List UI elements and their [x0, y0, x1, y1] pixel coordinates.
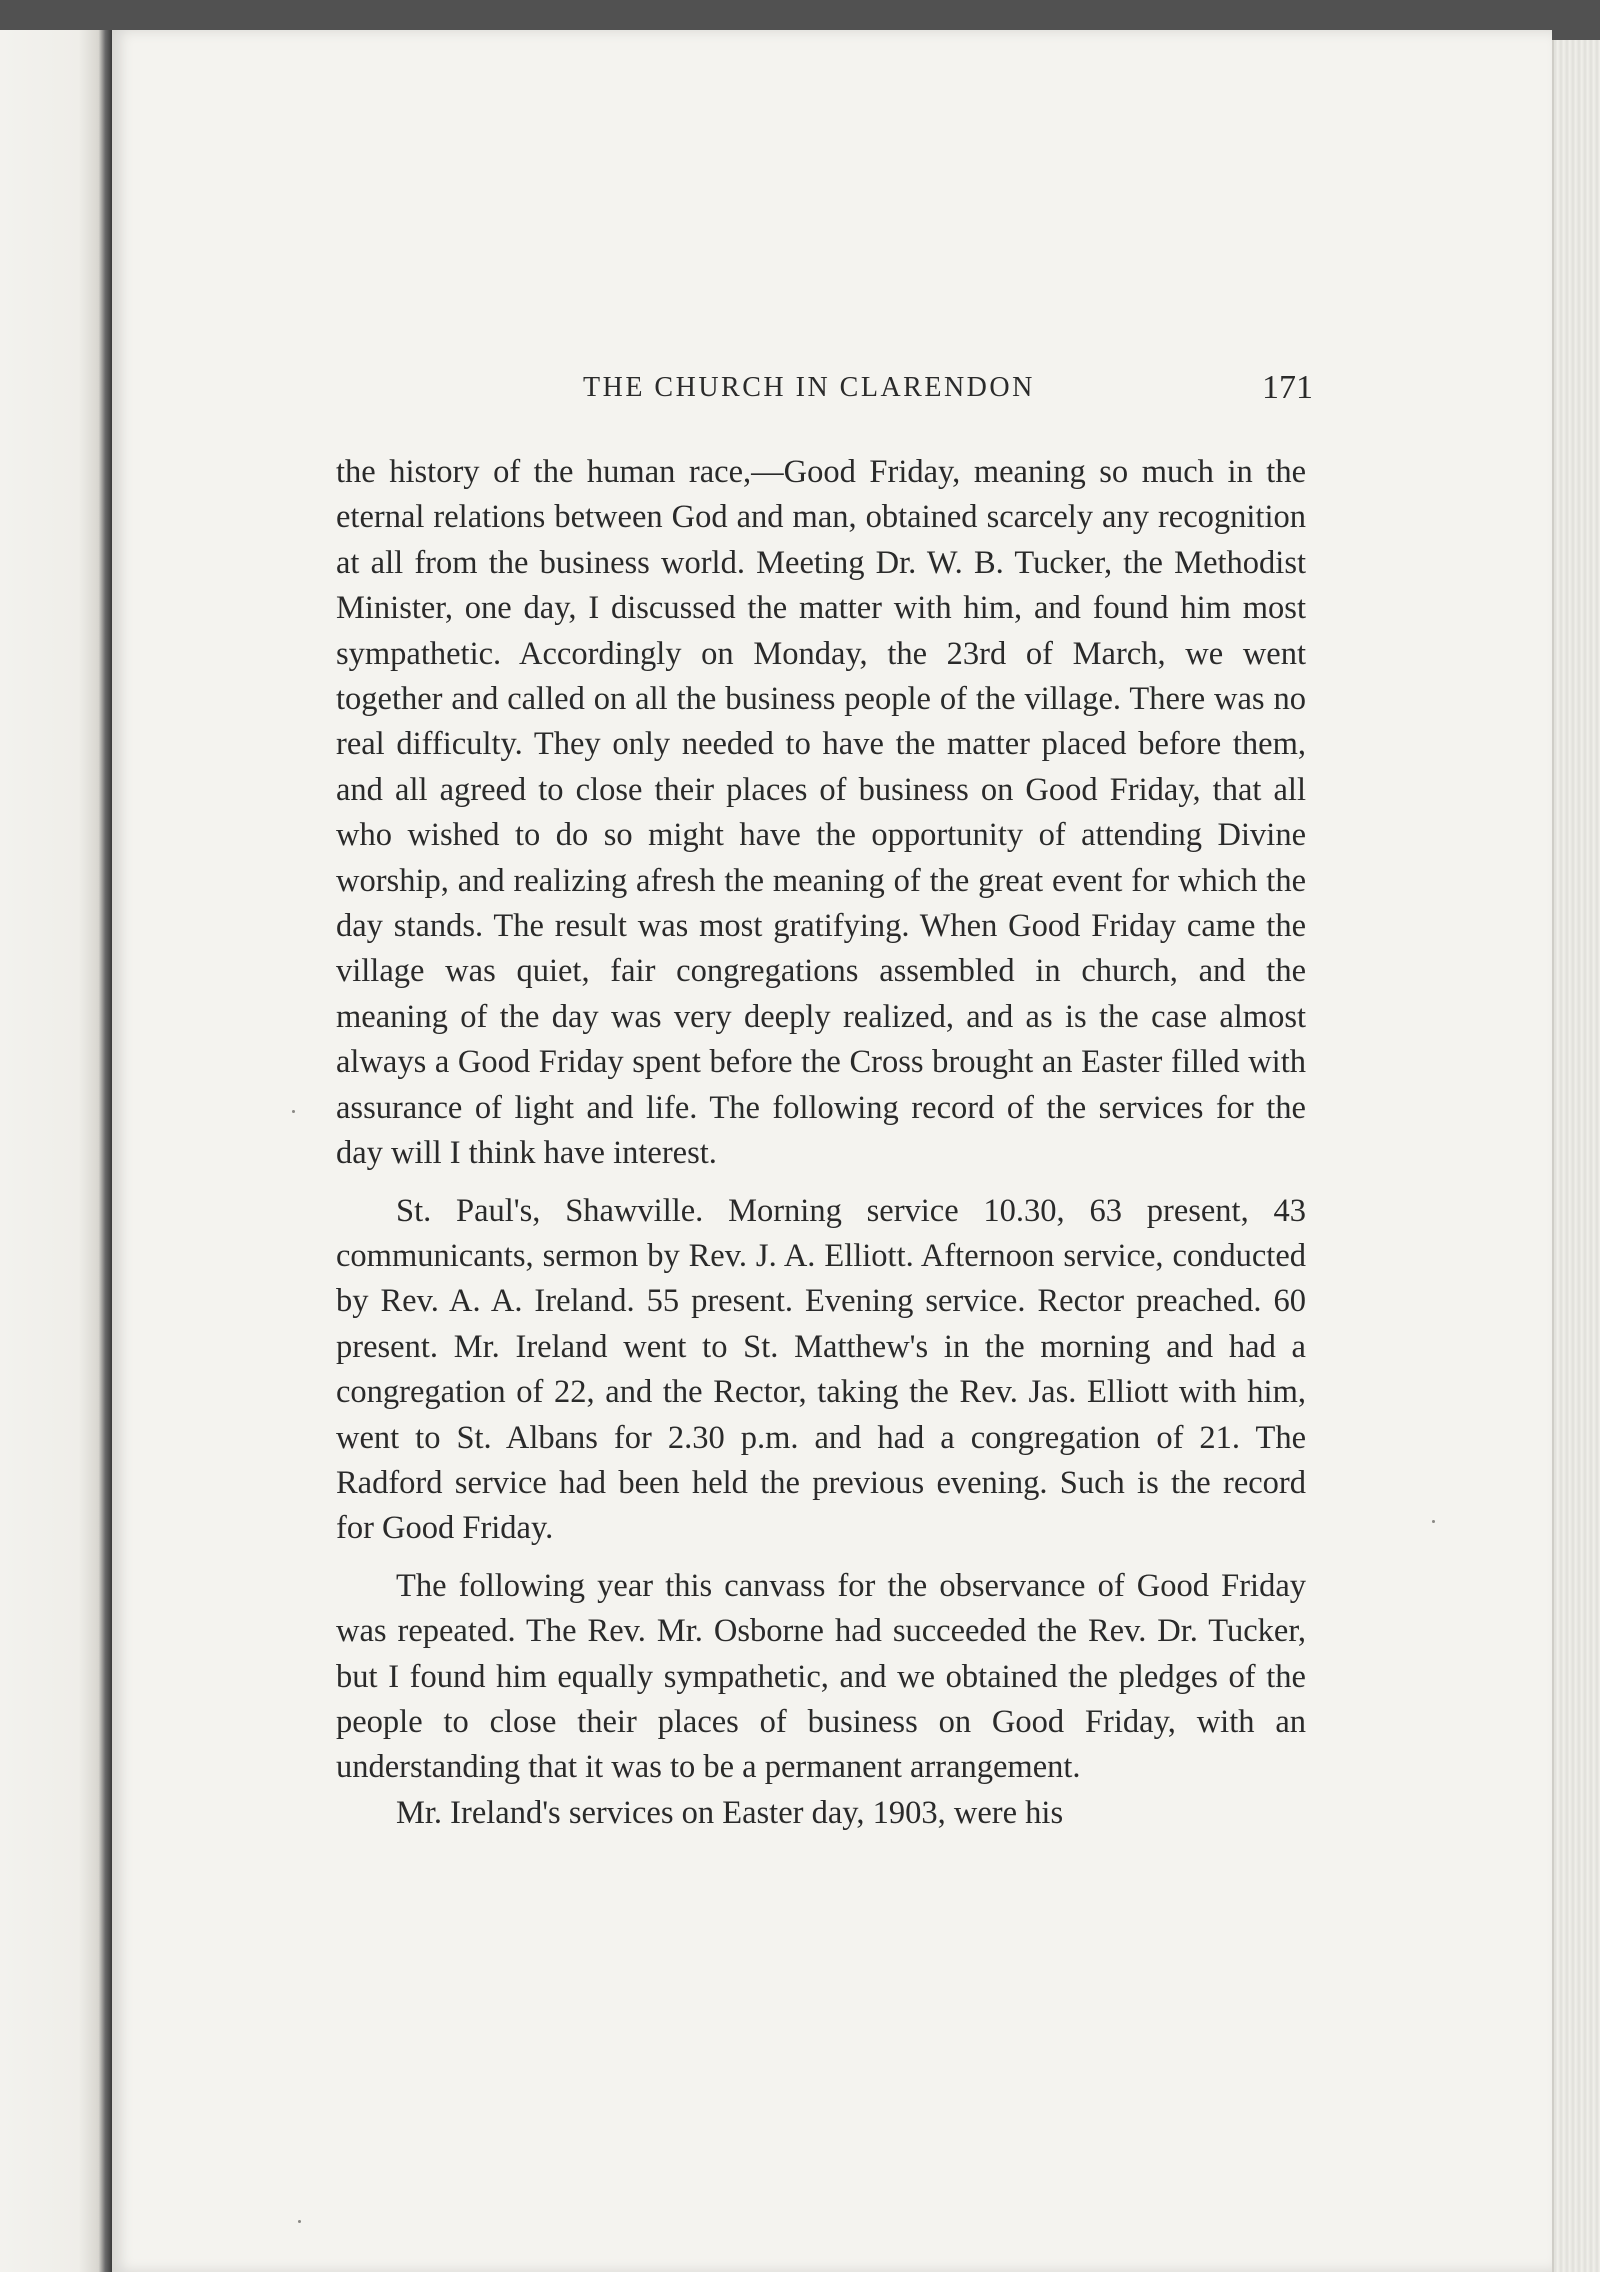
paragraph-good-friday-record: St. Paul's, Shawville. Morning service 10.30, 63 present, 43 communicants, sermon by Rev. J. A. Elliott. Afternoon service, conducted by Rev. A. A. Ireland. 55 present. Evening service. Rector preached. 60 present. Mr. Ireland went to St. Matthew's in the morning and had a congregation of 22, and the Rector, taking the Rev. Jas. Elliott with him, went to St. Albans for 2.30 p.m. and had a congregation of 21. The Radford service had been held the previous evening. Such is the record for Good Friday. — [336, 1192, 1306, 1547]
paragraph-easter-services: Mr. Ireland's services on Easter day, 1903, were his — [396, 1794, 1064, 1831]
body-text — [336, 450, 1306, 1836]
running-head — [0, 368, 1600, 418]
paragraph-following-year: The following year this canvass for the observance of Good Friday was repeated. The Rev. Mr. Osborne had succeeded the Rev. Dr. Tucker, but I found him equally sympathetic, and we obtained the pledges of the people to close their places of business on Good Friday, with an understanding that it was to be a permanent arrangement. — [336, 1567, 1306, 1786]
page-number: 171 — [1262, 369, 1313, 406]
paper-speck — [298, 2220, 301, 2223]
running-head-title: THE CHURCH IN CLARENDON — [583, 372, 1035, 403]
facing-page-edge — [0, 30, 112, 2272]
paper-speck — [292, 1110, 295, 1113]
paper-speck — [1432, 1520, 1435, 1523]
paragraph-continued: the history of the human race,—Good Friday, meaning so much in the eternal relations between God and man, obtained scarcely any recognition at all from the business world. Meeting Dr. W. B. Tucker, the Methodist Minister, one day, I discussed the matter with him, and found him most sympathetic. Accordingly on Monday, the 23rd of March, we went together and called on all the business people of the village. There was no real difficulty. They only needed to have the matter placed before them, and all agreed to close their places of business on Good Friday, that all who wished to do so might have the opportunity of attending Divine worship, and realizing afresh the meaning of the great event for which the day stands. The result was most gratifying. When Good Friday came the village was quiet, fair congregations assembled in church, and the meaning of the day was very deeply realized, and as is the case almost always a Good Friday spent before the Cross brought an Easter filled with assurance of light and life. The following record of the services for the day will I think have interest. — [336, 454, 1306, 1172]
